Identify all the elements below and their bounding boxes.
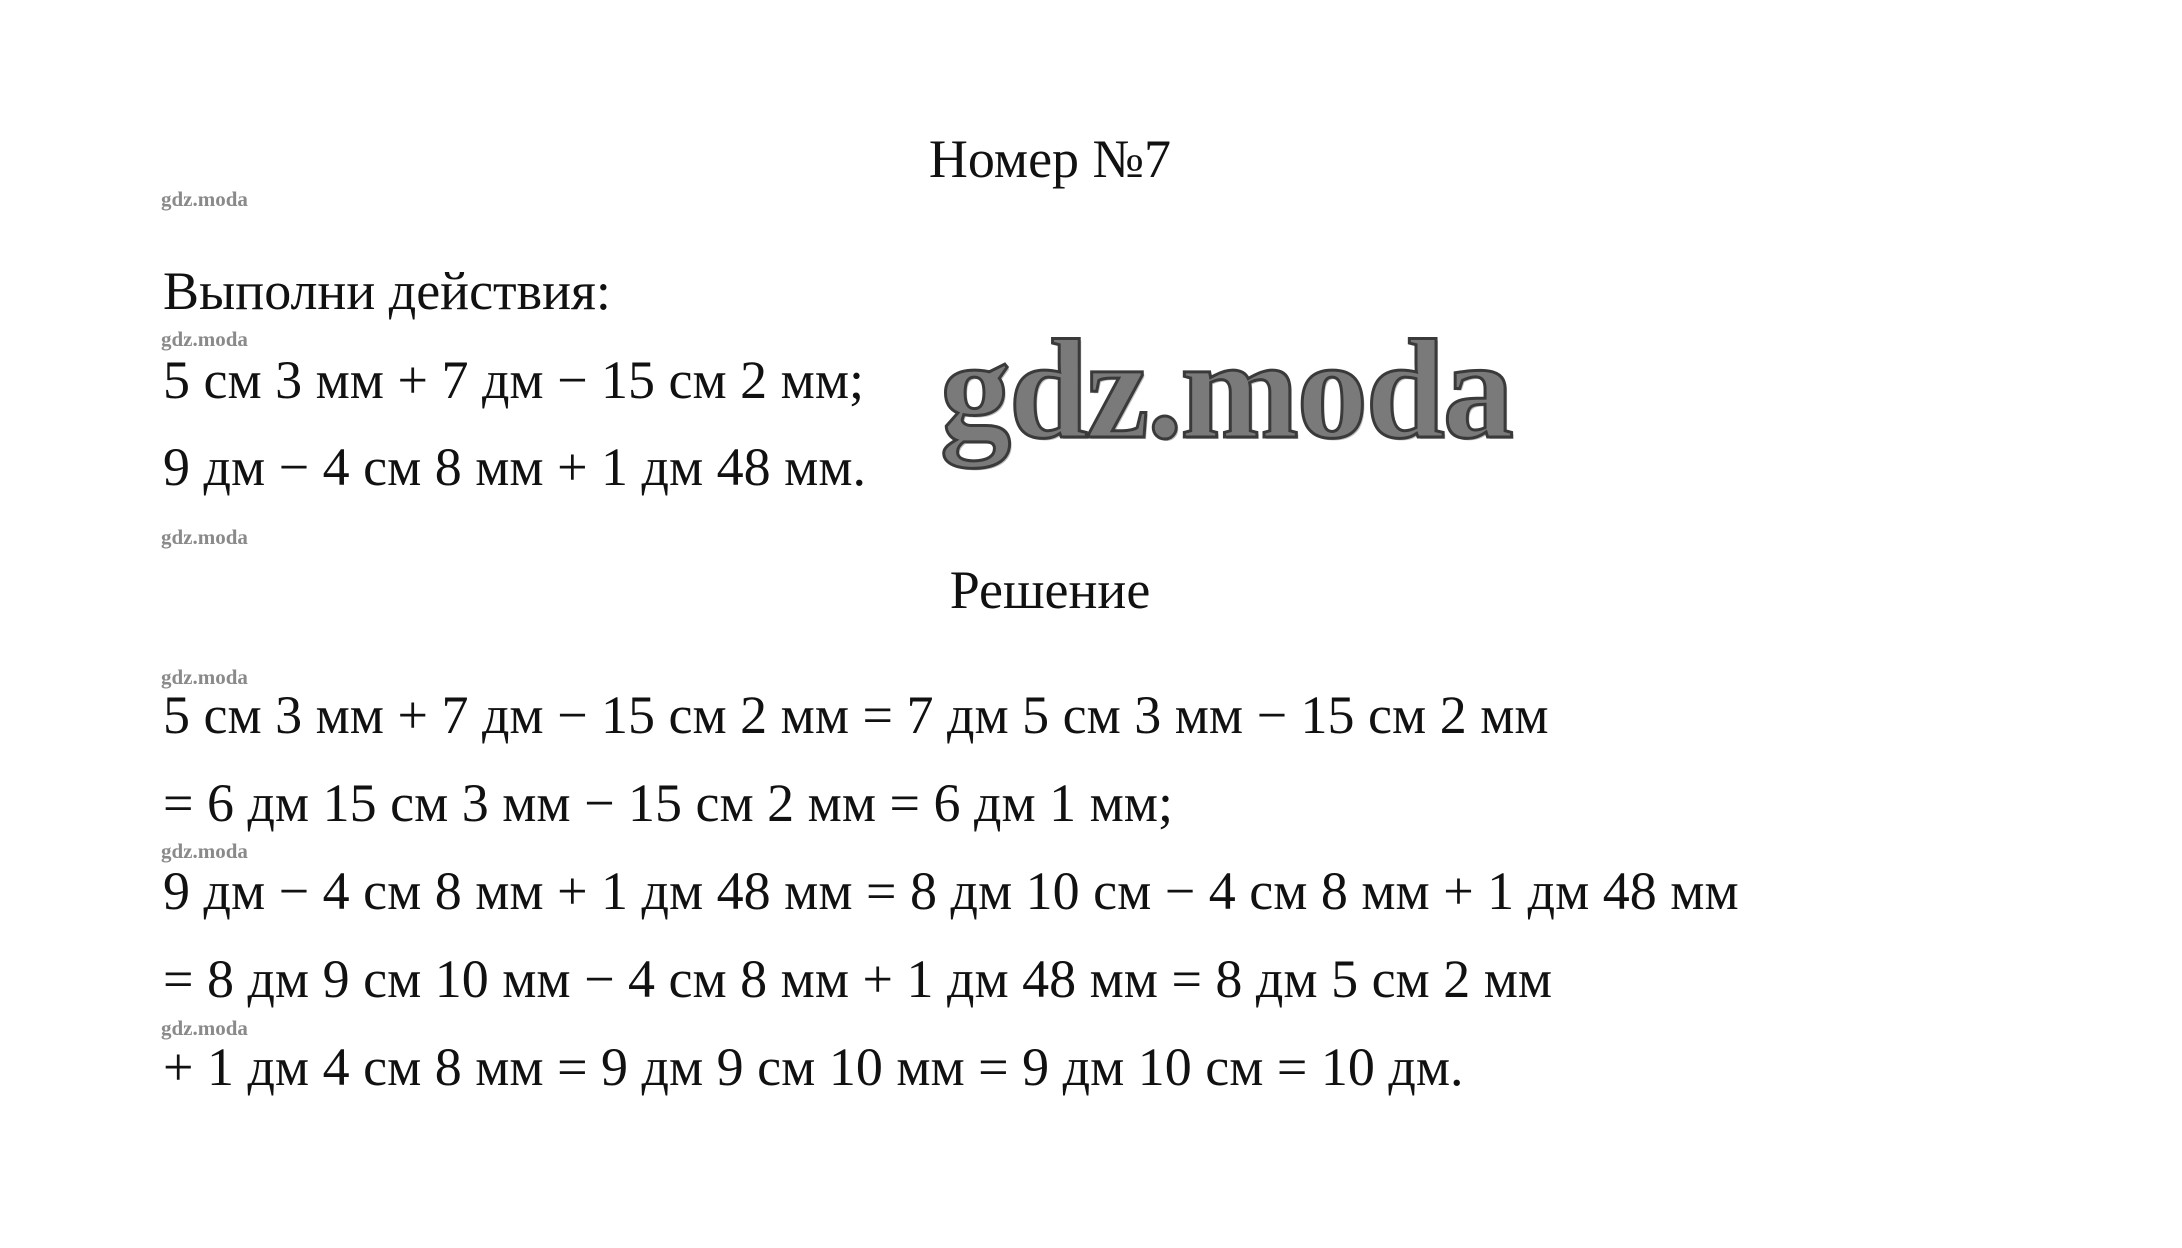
task-heading: Выполни действия: (163, 261, 611, 321)
watermark-small: gdz.moda (161, 525, 248, 549)
watermark-small: gdz.moda (161, 327, 248, 351)
watermark-small: gdz.moda (161, 665, 248, 689)
solution-line: = 6 дм 15 см 3 мм − 15 см 2 мм = 6 дм 1 мм; (163, 773, 1173, 833)
solution-heading: Решение (949, 560, 1151, 620)
solution-line: + 1 дм 4 см 8 мм = 9 дм 9 см 10 мм = 9 дм 10 см = 10 дм. (163, 1037, 1464, 1097)
solution-line: 9 дм − 4 см 8 мм + 1 дм 48 мм = 8 дм 10 см − 4 см 8 мм + 1 дм 48 мм (163, 861, 1739, 921)
watermark-small: gdz.moda (161, 1016, 248, 1040)
task-line: 5 см 3 мм + 7 дм − 15 см 2 мм; (163, 350, 865, 410)
watermark-small: gdz.moda (161, 839, 248, 863)
page-title: Номер №7 (928, 129, 1172, 189)
solution-line: 5 см 3 мм + 7 дм − 15 см 2 мм = 7 дм 5 см 3 мм − 15 см 2 мм (163, 685, 1549, 745)
watermark-small: gdz.moda (161, 187, 248, 211)
task-line: 9 дм − 4 см 8 мм + 1 дм 48 мм. (163, 437, 867, 497)
watermark-large: gdz.moda (940, 310, 1512, 468)
solution-line: = 8 дм 9 см 10 мм − 4 см 8 мм + 1 дм 48 мм = 8 дм 5 см 2 мм (163, 949, 1553, 1009)
